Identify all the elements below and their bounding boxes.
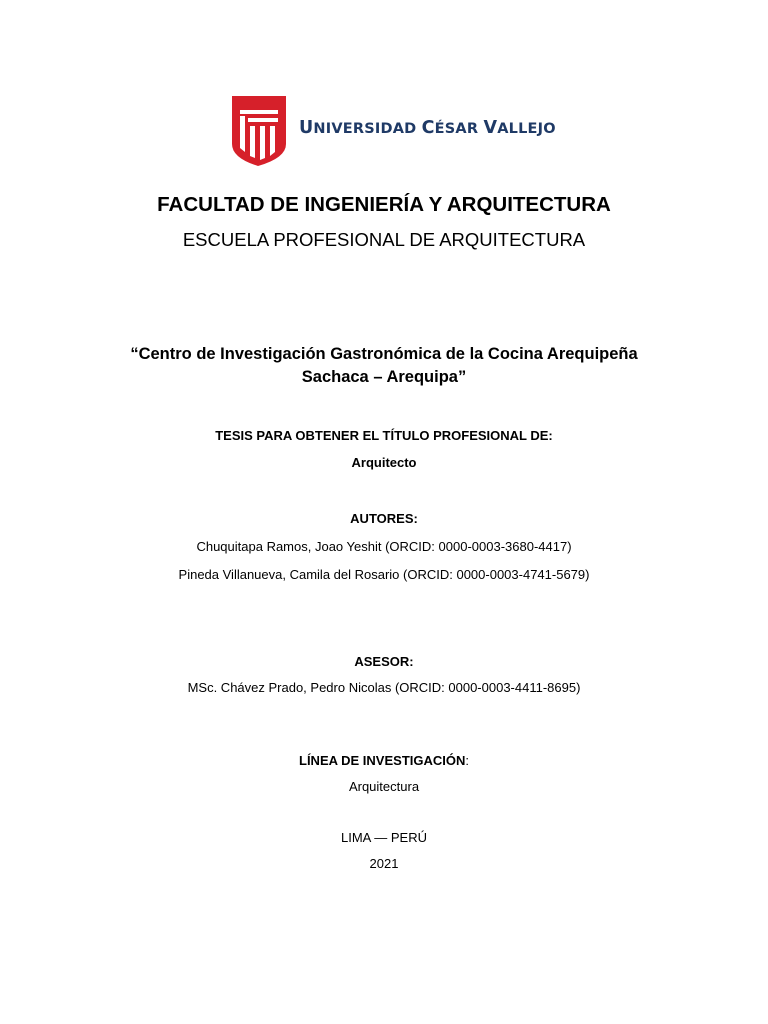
university-logo xyxy=(228,96,556,176)
university-emblem-icon xyxy=(228,96,290,168)
author-entry: Chuquitapa Ramos, Joao Yeshit (ORCID: 0000-0003-3680-4417) xyxy=(196,539,572,554)
research-line-colon: : xyxy=(465,753,469,768)
authors-label: AUTORES: xyxy=(350,511,418,526)
university-name: UNIVERSIDAD CÉSAR VALLEJO xyxy=(299,118,556,138)
research-line-label xyxy=(0,753,768,768)
thesis-label: TESIS PARA OBTENER EL TÍTULO PROFESIONAL DE: xyxy=(215,428,553,443)
degree-title: Arquitecto xyxy=(351,455,417,470)
research-line-label-text: LÍNEA DE INVESTIGACIÓN xyxy=(299,753,466,768)
research-line-value: Arquitectura xyxy=(348,779,420,794)
place: LIMA — PERÚ xyxy=(341,830,427,845)
faculty-heading: FACULTAD DE INGENIERÍA Y ARQUITECTURA xyxy=(157,193,611,216)
advisor-label: ASESOR: xyxy=(354,654,414,669)
author-entry: Pineda Villanueva, Camila del Rosario (ORCID: 0000-0003-4741-5679) xyxy=(178,567,590,582)
thesis-title-line-1: “Centro de Investigación Gastronómica de la Cocina Arequipeña xyxy=(130,345,638,363)
advisor-entry: MSc. Chávez Prado, Pedro Nicolas (ORCID: 0000-0003-4411-8695) xyxy=(187,680,581,695)
school-heading: ESCUELA PROFESIONAL DE ARQUITECTURA xyxy=(182,229,586,250)
year: 2021 xyxy=(369,856,399,871)
thesis-title-line-2: Sachaca – Arequipa” xyxy=(301,368,467,386)
